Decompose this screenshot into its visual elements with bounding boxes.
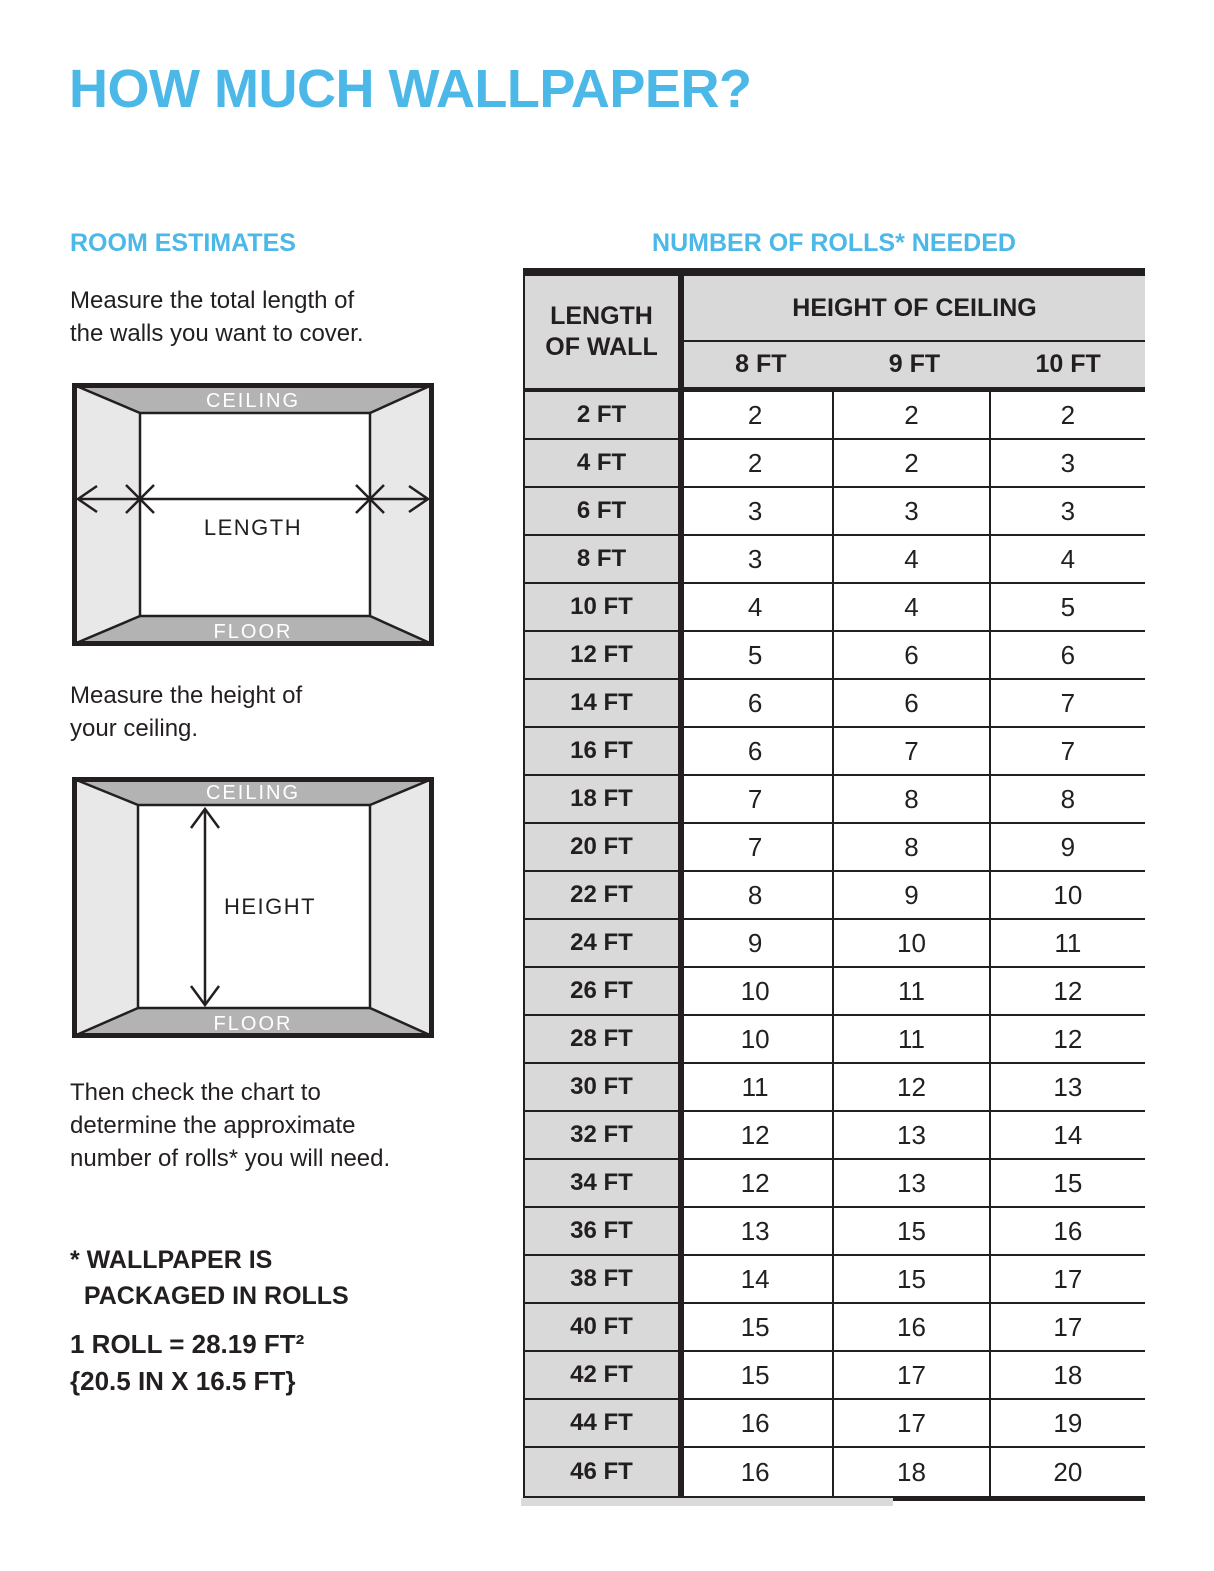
- col-header-9ft: 9 FT: [888, 350, 941, 378]
- table-rows: [525, 392, 1145, 1496]
- table-row: [525, 728, 1145, 776]
- roll-count-cell: 13: [989, 1064, 1145, 1112]
- table-row: [525, 1016, 1145, 1064]
- ceiling-label: CEILING: [205, 782, 301, 804]
- roll-count-cell: 6: [678, 680, 832, 728]
- table-row: [525, 1160, 1145, 1208]
- wall-length-label: 10 FT: [525, 584, 678, 632]
- roll-count-cell: 16: [678, 1400, 832, 1448]
- roll-count-cell: 6: [989, 632, 1145, 680]
- floor-label: FLOOR: [213, 621, 293, 643]
- roll-count-cell: 5: [678, 632, 832, 680]
- roll-count-cell: 15: [989, 1160, 1145, 1208]
- col-header-10ft: 10 FT: [1035, 350, 1101, 378]
- roll-count-cell: 2: [989, 392, 1145, 440]
- wall-length-label: 20 FT: [525, 824, 678, 872]
- roll-count-cell: 17: [832, 1400, 988, 1448]
- roll-count-cell: 2: [678, 392, 832, 440]
- wall-length-label: 22 FT: [525, 872, 678, 920]
- room-height-diagram: [72, 777, 434, 1038]
- roll-count-cell: 7: [678, 776, 832, 824]
- roll-count-cell: 3: [678, 488, 832, 536]
- table-row: [525, 824, 1145, 872]
- roll-count-cell: 2: [678, 440, 832, 488]
- length-label: LENGTH: [203, 515, 303, 540]
- roll-count-cell: 16: [832, 1304, 988, 1352]
- table-row: [525, 440, 1145, 488]
- table-row: [525, 1112, 1145, 1160]
- table-row: [525, 488, 1145, 536]
- wall-length-label: 42 FT: [525, 1352, 678, 1400]
- wall-length-label: 28 FT: [525, 1016, 678, 1064]
- wall-length-label: 14 FT: [525, 680, 678, 728]
- roll-count-cell: 3: [989, 488, 1145, 536]
- roll-count-cell: 13: [678, 1208, 832, 1256]
- table-row: [525, 872, 1145, 920]
- roll-count-cell: 15: [678, 1304, 832, 1352]
- roll-count-cell: 10: [832, 920, 988, 968]
- check-chart-paragraph: Then check the chart to determine the approximate number of rolls* you will need.: [70, 1079, 391, 1172]
- wall-length-label: 12 FT: [525, 632, 678, 680]
- footnote-line1: * WALLPAPER IS: [70, 1246, 273, 1274]
- roll-count-cell: 4: [832, 584, 988, 632]
- roll-count-cell: 11: [832, 1016, 988, 1064]
- wall-length-label: 44 FT: [525, 1400, 678, 1448]
- roll-count-cell: 12: [989, 1016, 1145, 1064]
- rolls-table: [523, 268, 1145, 1501]
- roll-count-cell: 6: [832, 680, 988, 728]
- roll-count-cell: 2: [832, 440, 988, 488]
- table-row: [525, 776, 1145, 824]
- roll-count-cell: 3: [989, 440, 1145, 488]
- roll-count-cell: 9: [678, 920, 832, 968]
- wall-length-label: 2 FT: [525, 392, 678, 440]
- wall-length-label: 36 FT: [525, 1208, 678, 1256]
- wall-length-label: 30 FT: [525, 1064, 678, 1112]
- roll-count-cell: 17: [832, 1352, 988, 1400]
- wall-length-label: 34 FT: [525, 1160, 678, 1208]
- table-row: [525, 1304, 1145, 1352]
- table-row: [525, 1400, 1145, 1448]
- page-title: HOW MUCH WALLPAPER?: [69, 59, 752, 119]
- roll-count-cell: 13: [832, 1112, 988, 1160]
- table-row: [525, 1352, 1145, 1400]
- height-label: HEIGHT: [224, 894, 317, 919]
- roll-count-cell: 10: [989, 872, 1145, 920]
- roll-count-cell: 10: [678, 968, 832, 1016]
- roll-count-cell: 8: [832, 776, 988, 824]
- roll-count-cell: 17: [989, 1256, 1145, 1304]
- footnote-line2: PACKAGED IN ROLLS: [83, 1282, 349, 1310]
- table-row: [525, 1064, 1145, 1112]
- roll-count-cell: 8: [832, 824, 988, 872]
- roll-count-cell: 6: [832, 632, 988, 680]
- wall-length-label: 8 FT: [525, 536, 678, 584]
- wall-length-label: 46 FT: [525, 1448, 678, 1496]
- roll-count-cell: 4: [678, 584, 832, 632]
- table-row: [525, 920, 1145, 968]
- roll-count-cell: 18: [832, 1448, 988, 1496]
- table-row: [525, 392, 1145, 440]
- roll-count-cell: 20: [989, 1448, 1145, 1496]
- roll-count-cell: 12: [832, 1064, 988, 1112]
- roll-count-cell: 15: [832, 1208, 988, 1256]
- roll-count-cell: 15: [832, 1256, 988, 1304]
- table-row: [525, 632, 1145, 680]
- wallpaper-footnote: [70, 1242, 349, 1314]
- room-estimates-heading: ROOM ESTIMATES: [70, 229, 296, 257]
- measure-length-paragraph: Measure the total length of the walls you want to cover.: [70, 287, 364, 347]
- roll-count-cell: 16: [989, 1208, 1145, 1256]
- roll-count-cell: 5: [989, 584, 1145, 632]
- roll-count-cell: 13: [832, 1160, 988, 1208]
- wall-length-label: 26 FT: [525, 968, 678, 1016]
- rolls-needed-heading: NUMBER OF ROLLS* NEEDED: [652, 229, 1016, 257]
- wall-length-label: 6 FT: [525, 488, 678, 536]
- table-header-row: [525, 276, 1145, 392]
- room-length-diagram: [72, 383, 434, 646]
- table-bottom-shadow: [521, 1498, 893, 1506]
- roll-count-cell: 3: [832, 488, 988, 536]
- roll-count-cell: 12: [678, 1160, 832, 1208]
- roll-count-cell: 9: [989, 824, 1145, 872]
- roll-count-cell: 18: [989, 1352, 1145, 1400]
- wall-length-label: 24 FT: [525, 920, 678, 968]
- table-row: [525, 680, 1145, 728]
- roll-count-cell: 11: [678, 1064, 832, 1112]
- wall-length-label: 4 FT: [525, 440, 678, 488]
- roll-count-cell: 19: [989, 1400, 1145, 1448]
- table-row: [525, 1256, 1145, 1304]
- length-of-wall-header: LENGTH OF WALL: [525, 276, 678, 392]
- wall-length-label: 38 FT: [525, 1256, 678, 1304]
- table-row: [525, 1448, 1145, 1496]
- table-thick-divider: [678, 276, 684, 1496]
- roll-count-cell: 7: [989, 728, 1145, 776]
- roll-count-cell: 2: [832, 392, 988, 440]
- roll-count-cell: 4: [989, 536, 1145, 584]
- roll-count-cell: 16: [678, 1448, 832, 1496]
- roll-count-cell: 11: [989, 920, 1145, 968]
- roll-count-cell: 9: [832, 872, 988, 920]
- ceiling-label: CEILING: [205, 390, 301, 412]
- wall-length-label: 18 FT: [525, 776, 678, 824]
- table-row: [525, 584, 1145, 632]
- floor-label: FLOOR: [213, 1013, 293, 1035]
- roll-count-cell: 17: [989, 1304, 1145, 1352]
- wall-length-label: 40 FT: [525, 1304, 678, 1352]
- roll-count-cell: 8: [678, 872, 832, 920]
- roll-count-cell: 15: [678, 1352, 832, 1400]
- roll-count-cell: 7: [678, 824, 832, 872]
- table-row: [525, 1208, 1145, 1256]
- roll-count-cell: 3: [678, 536, 832, 584]
- roll-count-cell: 4: [832, 536, 988, 584]
- roll-count-cell: 14: [989, 1112, 1145, 1160]
- ceiling-height-subheader: [684, 342, 1145, 392]
- roll-count-cell: 7: [989, 680, 1145, 728]
- col-header-8ft: 8 FT: [735, 350, 787, 378]
- wall-length-label: 16 FT: [525, 728, 678, 776]
- wall-length-label: 32 FT: [525, 1112, 678, 1160]
- roll-count-cell: 11: [832, 968, 988, 1016]
- table-row: [525, 536, 1145, 584]
- height-of-ceiling-header: HEIGHT OF CEILING: [684, 276, 1145, 342]
- roll-count-cell: 14: [678, 1256, 832, 1304]
- roll-count-cell: 7: [832, 728, 988, 776]
- roll-count-cell: 12: [678, 1112, 832, 1160]
- roll-count-cell: 12: [989, 968, 1145, 1016]
- roll-size-info: 1 ROLL = 28.19 FT² {20.5 IN X 16.5 FT}: [70, 1329, 305, 1396]
- measure-height-paragraph: Measure the height of your ceiling.: [70, 682, 303, 742]
- table-row: [525, 968, 1145, 1016]
- roll-count-cell: 8: [989, 776, 1145, 824]
- roll-count-cell: 10: [678, 1016, 832, 1064]
- roll-count-cell: 6: [678, 728, 832, 776]
